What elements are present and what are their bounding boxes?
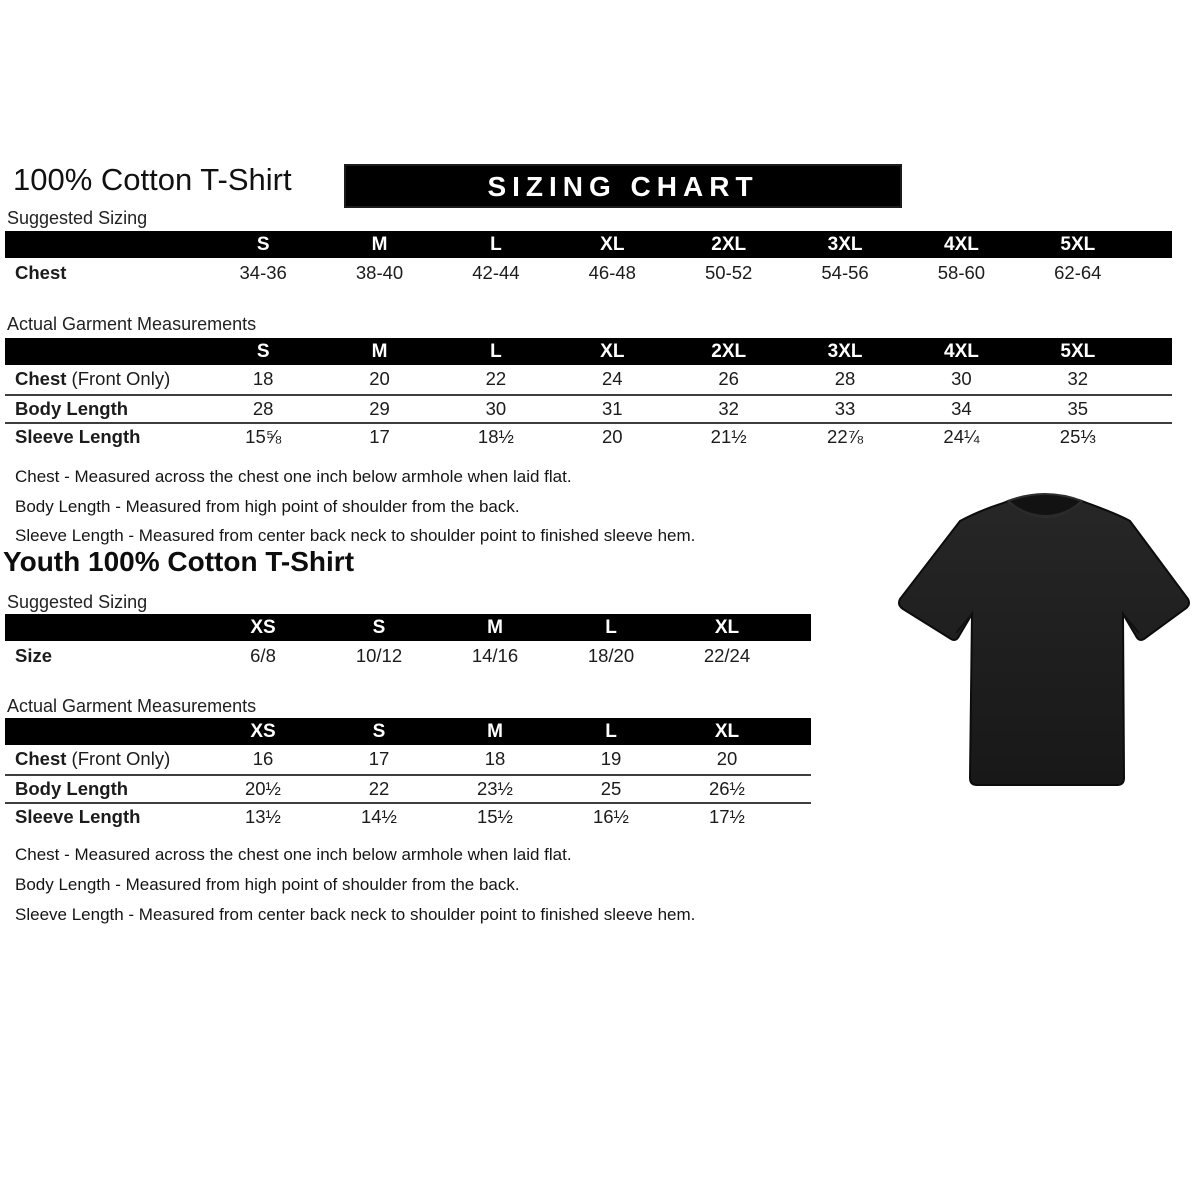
row-label: Chest [15, 262, 67, 283]
table-cell: 25⅓ [1059, 426, 1096, 448]
youth-actual-measurements-table [5, 718, 811, 831]
table-cell: 30 [951, 368, 972, 390]
adult-suggested-sizing-label: Suggested Sizing [7, 208, 148, 228]
table-row [5, 802, 811, 831]
column-header: 3XL [827, 233, 863, 255]
table-cell: 15½ [476, 806, 513, 828]
table-cell: 18½ [477, 426, 514, 448]
table-cell: 17 [368, 748, 390, 770]
table-row [5, 774, 811, 803]
table-header-row [5, 614, 811, 641]
table-cell: 26½ [708, 777, 745, 799]
row-label: Body Length [15, 777, 129, 799]
column-header: XL [600, 340, 625, 362]
column-header: 5XL [1060, 340, 1096, 362]
adult-suggested-sizing-table [5, 231, 1172, 288]
row-label: Sleeve Length [15, 806, 141, 828]
sizing-chart-banner: SIZING CHART [346, 166, 900, 206]
table-cell: 28 [834, 368, 856, 390]
tshirt-image [890, 475, 1198, 823]
youth-actual-measurements-label: Actual Garment Measurements [7, 696, 257, 716]
table-cell: 6/8 [250, 645, 276, 666]
table-cell: 18/20 [587, 645, 635, 666]
column-header: M [487, 720, 503, 742]
table-row [5, 394, 1172, 423]
note-line: Sleeve Length - Measured from center back neck to shoulder point to finished sleeve hem. [15, 905, 696, 924]
column-header: 4XL [944, 340, 979, 362]
table-cell: 20½ [244, 777, 281, 799]
table-cell: 32 [718, 397, 739, 419]
table-cell: 10/12 [355, 645, 403, 666]
column-header: XS [250, 616, 276, 638]
table-cell: 38-40 [355, 262, 404, 283]
table-cell: 29 [369, 397, 390, 419]
youth-suggested-sizing-table [5, 614, 811, 671]
table-row [5, 745, 811, 774]
table-cell: 22 [485, 368, 507, 390]
table-cell: 14/16 [471, 645, 519, 666]
table-cell: 26 [718, 368, 739, 390]
note-line: Body Length - Measured from high point of shoulder from the back. [15, 875, 520, 894]
table-cell: 22⅞ [827, 426, 864, 448]
table-cell: 24 [602, 368, 623, 390]
table-cell: 35 [1067, 397, 1089, 419]
note-line: Body Length - Measured from high point of shoulder from the back. [15, 496, 520, 516]
column-header: M [371, 233, 388, 255]
adult-section-title: 100% Cotton T-Shirt [13, 162, 292, 197]
table-cell: 58-60 [937, 262, 986, 283]
table-cell: 28 [252, 397, 274, 419]
table-cell: 18 [484, 748, 506, 770]
table-cell: 25 [600, 777, 622, 799]
table-cell: 18 [252, 368, 274, 390]
column-header: XS [250, 720, 276, 742]
adult-actual-measurements-table [5, 338, 1172, 451]
table-cell: 34 [951, 397, 972, 419]
column-header: S [372, 616, 386, 638]
column-header: 4XL [944, 233, 979, 255]
column-header: 3XL [827, 340, 863, 362]
table-cell: 17½ [708, 806, 745, 828]
column-header: XL [600, 233, 625, 255]
table-cell: 19 [600, 748, 622, 770]
column-header: L [490, 233, 502, 255]
column-header: M [487, 616, 503, 638]
table-cell: 23½ [476, 777, 513, 799]
tshirt-body [899, 495, 1189, 786]
youth-suggested-sizing-label: Suggested Sizing [7, 592, 148, 612]
table-cell: 21½ [710, 426, 747, 448]
row-label: Sleeve Length [15, 426, 141, 448]
note-line: Sleeve Length - Measured from center back neck to shoulder point to finished sleeve hem. [15, 526, 696, 545]
table-cell: 16 [252, 748, 274, 770]
note-line: Chest - Measured across the chest one inch below armhole when laid flat. [15, 845, 572, 864]
table-cell: 20 [369, 368, 390, 390]
column-header: XL [714, 616, 740, 638]
row-label: Chest (Front Only) [15, 748, 171, 770]
table-cell: 42-44 [472, 262, 520, 283]
table-cell: 54-56 [821, 262, 869, 283]
table-row [5, 365, 1172, 394]
table-header-row [5, 718, 811, 745]
table-row [5, 258, 1172, 288]
table-cell: 30 [485, 397, 507, 419]
adult-measurement-notes [15, 462, 695, 551]
table-cell: 13½ [244, 806, 281, 828]
table-cell: 34-36 [239, 262, 287, 283]
table-header-row [5, 338, 1172, 365]
table-cell: 14½ [360, 806, 397, 828]
table-cell: 33 [834, 397, 856, 419]
table-cell: 24¼ [943, 426, 980, 448]
adult-actual-measurements-label: Actual Garment Measurements [7, 314, 257, 334]
table-cell: 20 [716, 748, 738, 770]
table-cell: 32 [1067, 368, 1089, 390]
column-header: 2XL [711, 340, 747, 362]
table-cell: 62-64 [1054, 262, 1102, 283]
table-cell: 15⅝ [245, 426, 282, 448]
table-cell: 22 [368, 777, 390, 799]
youth-measurement-notes [15, 840, 695, 930]
row-label: Size [15, 645, 53, 666]
column-header: XL [714, 720, 740, 742]
column-header: S [256, 233, 270, 255]
column-header: M [371, 340, 388, 362]
table-cell: 22/24 [703, 645, 751, 666]
table-row [5, 641, 811, 671]
table-cell: 50-52 [705, 262, 753, 283]
table-cell: 31 [602, 397, 623, 419]
table-cell: 20 [602, 426, 623, 448]
table-cell: 46-48 [588, 262, 636, 283]
column-header: S [256, 340, 270, 362]
table-row [5, 422, 1172, 451]
note-line: Chest - Measured across the chest one inch below armhole when laid flat. [15, 467, 572, 486]
column-header: 5XL [1060, 233, 1096, 255]
table-header-row [5, 231, 1172, 258]
row-label: Body Length [15, 397, 129, 419]
column-header: 2XL [711, 233, 747, 255]
column-header: S [372, 720, 386, 742]
column-header: L [605, 616, 617, 638]
row-label: Chest (Front Only) [15, 368, 171, 390]
table-cell: 16½ [592, 806, 629, 828]
column-header: L [490, 340, 502, 362]
column-header: L [605, 720, 617, 742]
youth-section-title: Youth 100% Cotton T-Shirt [3, 546, 355, 577]
table-cell: 17 [369, 426, 390, 448]
